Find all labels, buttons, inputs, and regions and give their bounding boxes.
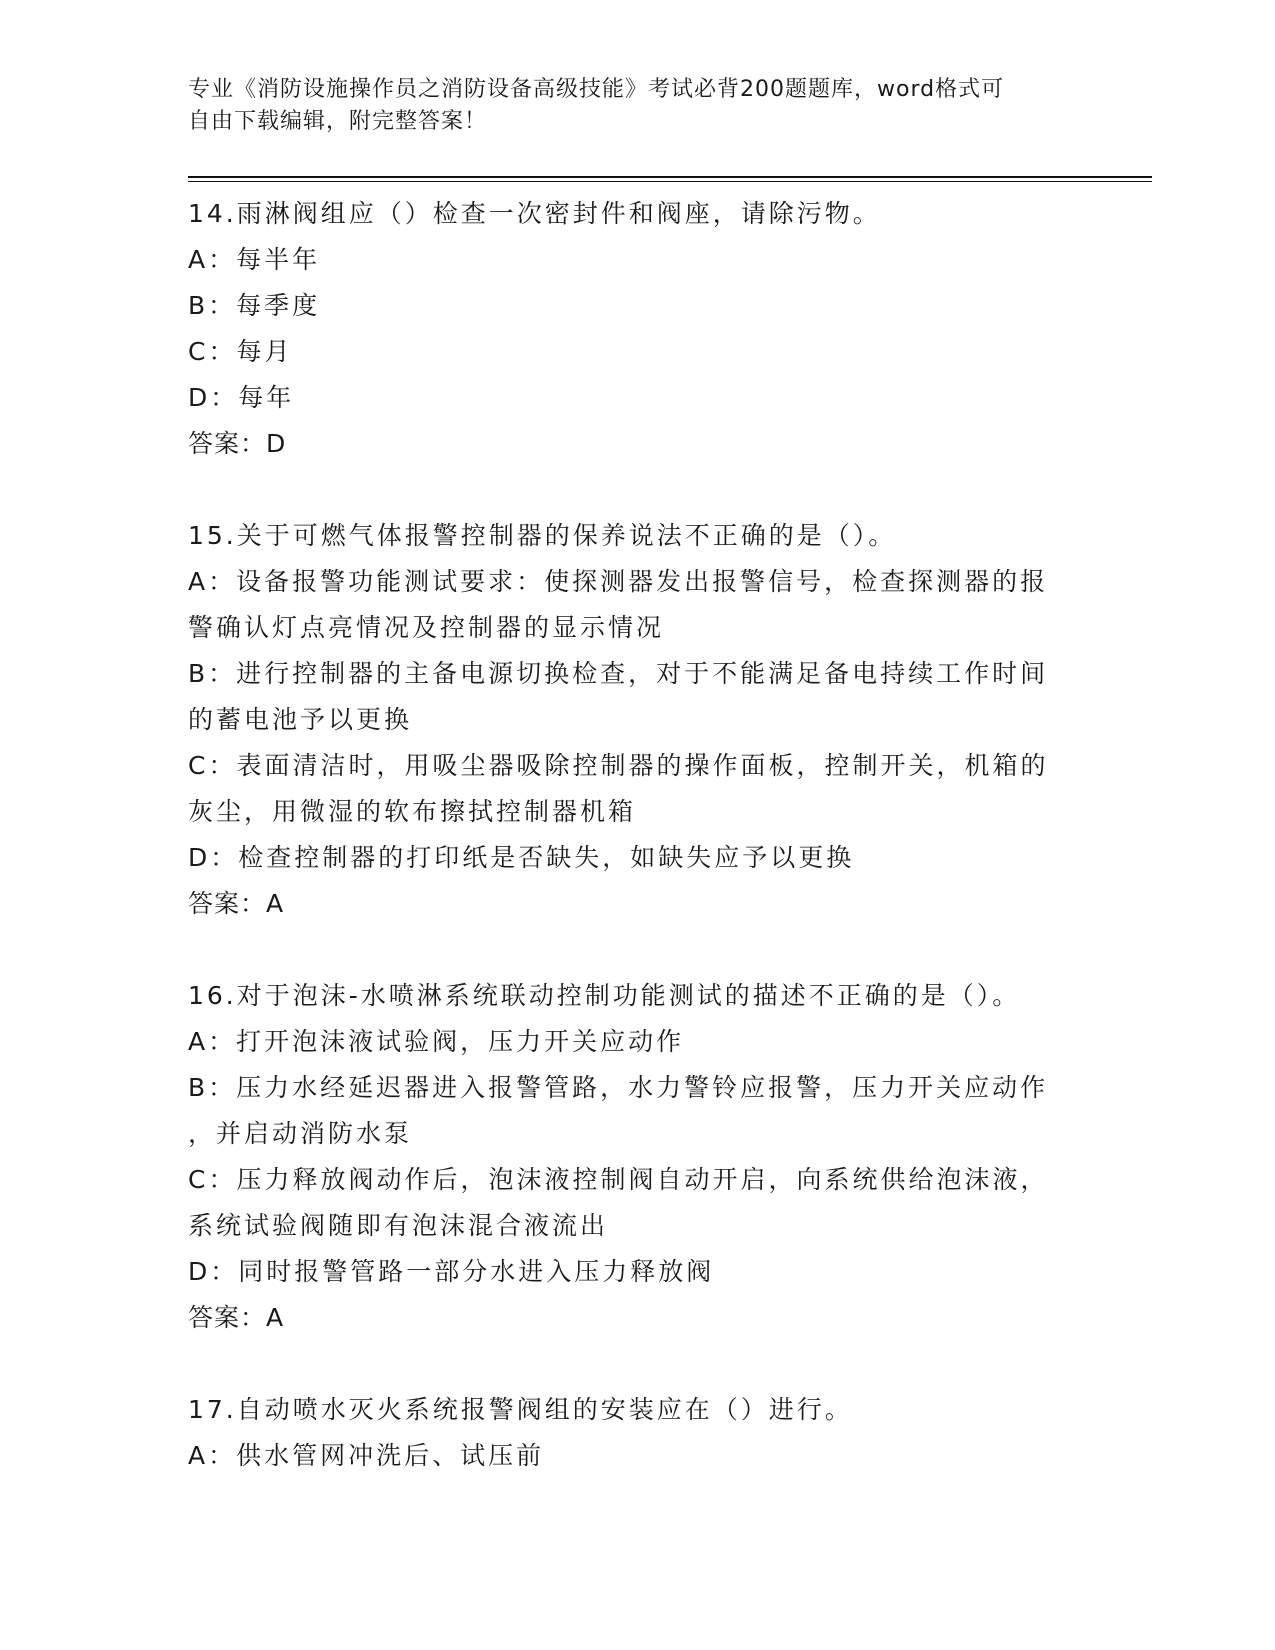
question-stem: 15.关于可燃气体报警控制器的保养说法不正确的是（）。 [188,521,897,550]
question-stem: 14.雨淋阀组应（）检查一次密封件和阀座，请除污物。 [188,199,881,228]
answer-line: 答案：A [188,1303,285,1332]
header-divider-thin [188,181,1152,182]
question-16 [188,973,1088,1341]
option-c-continued: 灰尘，用微湿的软布擦拭控制器机箱 [188,797,637,826]
question-spacer [188,1341,1088,1387]
answer-line: 答案：D [188,429,287,458]
option-a: A：供水管网冲洗后、试压前 [188,1441,545,1470]
option-c: C：每月 [188,337,293,366]
question-spacer [188,467,1088,513]
option-b-continued: ，并启动消防水泵 [188,1119,413,1148]
option-d: D：同时报警管路一部分水进入压力释放阀 [188,1257,715,1286]
header-line-1: 专业《消防设施操作员之消防设备高级技能》考试必背200题题库，word格式可 [188,77,1005,102]
document-header [188,74,1088,138]
question-17 [188,1387,1088,1479]
option-a: A：设备报警功能测试要求：使探测器发出报警信号，检查探测器的报 [188,567,1049,596]
option-c: C：表面清洁时，用吸尘器吸除控制器的操作面板，控制开关，机箱的 [188,751,1049,780]
question-stem: 16.对于泡沫-水喷淋系统联动控制功能测试的描述不正确的是（）。 [188,981,1021,1010]
option-a-continued: 警确认灯点亮情况及控制器的显示情况 [188,613,665,642]
option-c: C：压力释放阀动作后，泡沫液控制阀自动开启，向系统供给泡沫液， [188,1165,1049,1194]
question-14 [188,191,1088,467]
option-b-continued: 的蓄电池予以更换 [188,705,413,734]
question-15 [188,513,1088,927]
option-b: B：进行控制器的主备电源切换检查，对于不能满足备电持续工作时间 [188,659,1049,688]
option-b: B：每季度 [188,291,321,320]
question-stem: 17.自动喷水灭火系统报警阀组的安装应在（）进行。 [188,1395,853,1424]
question-spacer [188,927,1088,973]
answer-line: 答案：A [188,889,285,918]
option-a: A：每半年 [188,245,321,274]
option-d: D：检查控制器的打印纸是否缺失，如缺失应予以更换 [188,843,855,872]
option-a: A：打开泡沫液试验阀，压力开关应动作 [188,1027,685,1056]
option-d: D：每年 [188,383,295,412]
option-b: B：压力水经延迟器进入报警管路，水力警铃应报警，压力开关应动作 [188,1073,1049,1102]
header-divider-thick [188,176,1152,178]
option-c-continued: 系统试验阀随即有泡沫混合液流出 [188,1211,609,1240]
header-line-2: 自由下载编辑，附完整答案！ [188,109,488,134]
question-list [188,191,1088,1479]
